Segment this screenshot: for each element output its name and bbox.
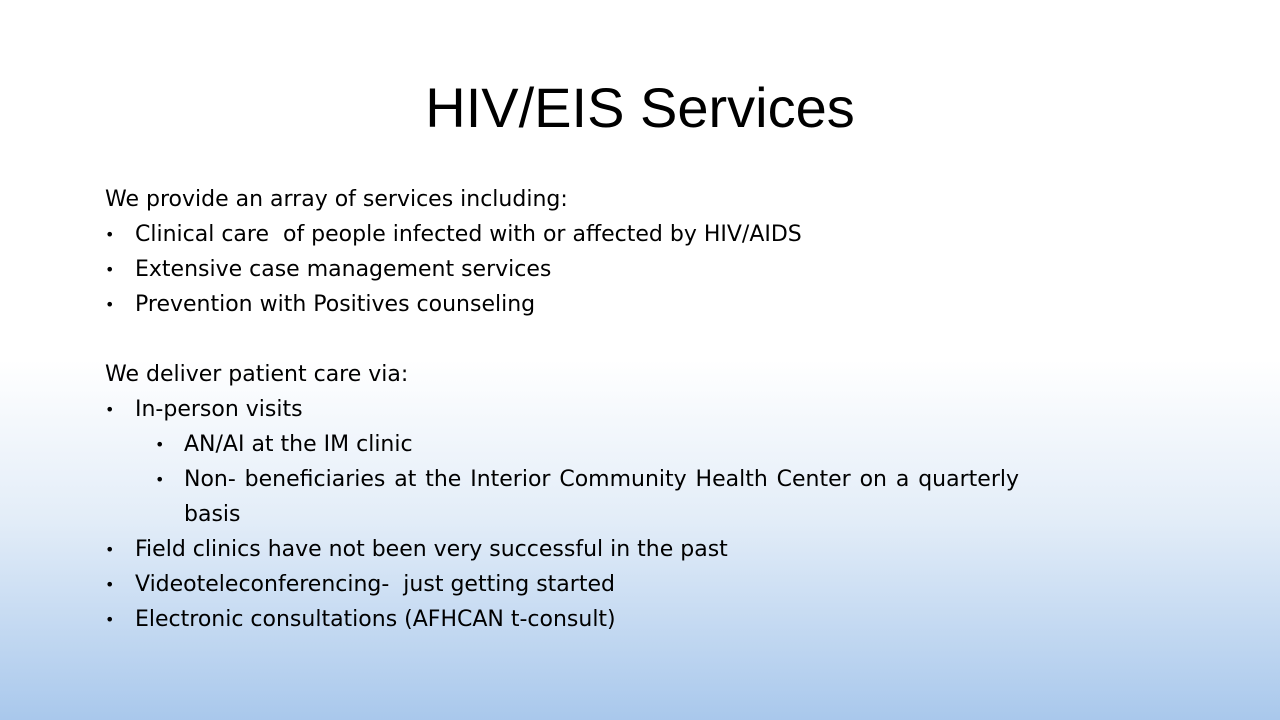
bullet-icon: • bbox=[105, 610, 115, 629]
bullet-icon: • bbox=[155, 435, 165, 454]
bullet-icon: • bbox=[105, 260, 115, 279]
delivery-list bbox=[105, 392, 1019, 637]
list-item-text: Extensive case management services bbox=[135, 257, 552, 282]
bullet-icon: • bbox=[105, 295, 115, 314]
spacer bbox=[105, 322, 1019, 357]
list-item bbox=[105, 392, 1019, 427]
list-item-text: Electronic consultations (AFHCAN t-consult) bbox=[135, 607, 616, 632]
list-item-text: Field clinics have not been very successful in the past bbox=[135, 537, 728, 562]
bullet-icon: • bbox=[105, 400, 115, 419]
bullet-icon: • bbox=[155, 470, 165, 489]
sub-list-item bbox=[105, 462, 1019, 532]
list-item bbox=[105, 567, 1019, 602]
list-item-text: Clinical care of people infected with or affected by HIV/AIDS bbox=[135, 222, 802, 247]
bullet-icon: • bbox=[105, 540, 115, 559]
list-item-text: Prevention with Positives counseling bbox=[135, 292, 536, 317]
list-item-text: Non- beneficiaries at the Interior Community Health Center on a quarterly basis bbox=[184, 467, 1019, 527]
list-item-text: AN/AI at the IM clinic bbox=[184, 432, 413, 457]
services-list bbox=[105, 217, 1019, 322]
list-item bbox=[105, 602, 1019, 637]
list-item bbox=[105, 287, 1019, 322]
bullet-icon: • bbox=[105, 225, 115, 244]
slide-title: HIV/EIS Services bbox=[425, 76, 855, 139]
list-item-text: Videoteleconferencing- just getting started bbox=[135, 572, 615, 597]
list-item bbox=[105, 532, 1019, 567]
bullet-icon: • bbox=[105, 575, 115, 594]
slide-body bbox=[105, 182, 1019, 637]
list-item bbox=[105, 252, 1019, 287]
delivery-intro: We deliver patient care via: bbox=[105, 362, 409, 387]
list-item-text: In-person visits bbox=[135, 397, 303, 422]
sub-list-item bbox=[105, 427, 1019, 462]
list-item bbox=[105, 217, 1019, 252]
services-intro: We provide an array of services including: bbox=[105, 187, 568, 212]
